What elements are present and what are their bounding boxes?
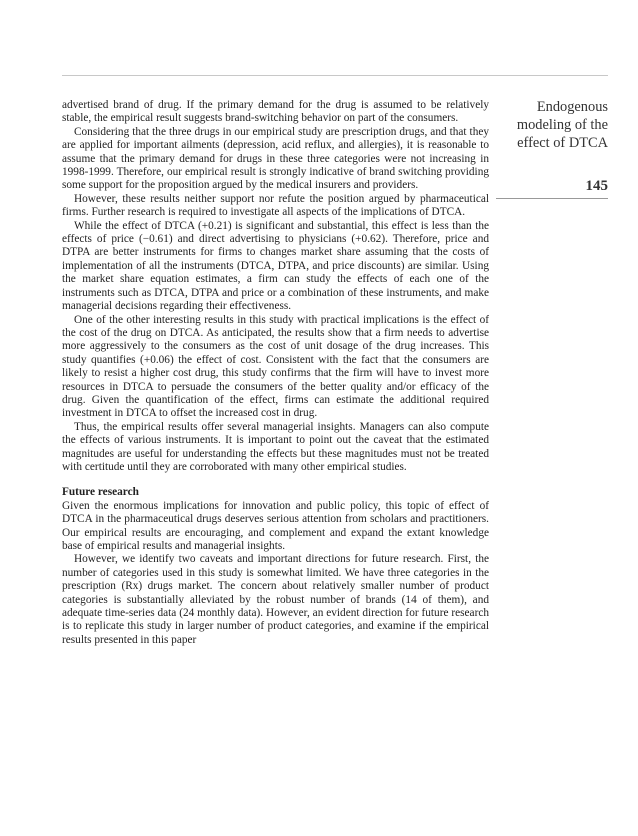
- paragraph: Given the enormous implications for innovation and public policy, this topic of effect of DTCA in the pharmaceutical drugs deserves serious attention from scholars and practitioners. Our empirical results are encouraging, and complement and expand the extant knowledge base of empirical results and managerial insights.: [62, 499, 489, 552]
- paragraph: However, these results neither support nor refute the position argued by pharmaceutical firms. Further research is required to investigate all aspects of the implications of DTCA.: [62, 192, 489, 219]
- paragraph: While the effect of DTCA (+0.21) is significant and substantial, this effect is less than the effects of price (−0.61) and direct advertising to physicians (+0.62). Therefore, price and DTPA are better instruments for firms to changes market share assuming that the costs of implementation of all the instruments (DTCA, DTPA, and price discounts) are similar. Using the market share equation estimates, a firm can study the effects of each one of the instruments such as DTCA, DTPA and price or a combination of these instruments, and make managerial decisions regarding their effectiveness.: [62, 219, 489, 313]
- paragraph: However, we identify two caveats and important directions for future research. First, the number of categories used in this study is somewhat limited. We have three categories in the prescription (Rx) drugs market. The concern about relatively smaller number of product categories is substantially alleviated by the robust number of brands (14 of them), and adequate time-series data (24 monthly data). However, an evident direction for future research is to replicate this study in larger number of product categories, and examine if the empirical results presented in this paper: [62, 553, 489, 646]
- page-number: 145: [585, 178, 608, 194]
- paragraph: advertised brand of drug. If the primary demand for the drug is assumed to be relatively stable, the empirical result suggests brand-switching behavior on part of the consumers.: [62, 99, 489, 125]
- running-title: Endogenous modeling of the effect of DTCA: [516, 99, 608, 151]
- paragraph: Thus, the empirical results offer several managerial insights. Managers can also compute the effects of various instruments. It is important to point out the caveat that the estimated magnitudes are useful for understanding the effects but these magnitudes must not be treated with certitude until they are corroborated with many other empirical studies.: [62, 420, 489, 473]
- paragraph: Considering that the three drugs in our empirical study are prescription drugs, and that they are applied for important ailments (depression, acid reflux, and allergies), it is reasonable to assume that the primary demand for drugs in these three categories were not increasing in 1998-1999. Therefore, our empirical result is strongly indicative of brand switching providing some support for the proposition argued by the medical insurers and providers.: [62, 125, 489, 192]
- body-column: [62, 99, 489, 647]
- section-heading: Future research: [62, 486, 139, 499]
- paragraph: One of the other interesting results in this study with practical implications is the effect of the cost of the drug on DTCA. As anticipated, the results show that a firm needs to advertise more aggressively to the consumers as the cost of unit dosage of the drug increases. This study quantifies (+0.06) the effect of cost. Consistent with the fact that the consumers are likely to resist a higher cost drug, this study confirms that the firm will have to invest more resources in DTCA to persuade the consumers of the better quality and/or efficacy of the drug. Given the quantification of the effect, firms can estimate the additional required investment in DTCA to offset the increased cost in drug.: [62, 313, 489, 420]
- page-number-rule: [496, 198, 608, 199]
- header-rule: [62, 75, 608, 76]
